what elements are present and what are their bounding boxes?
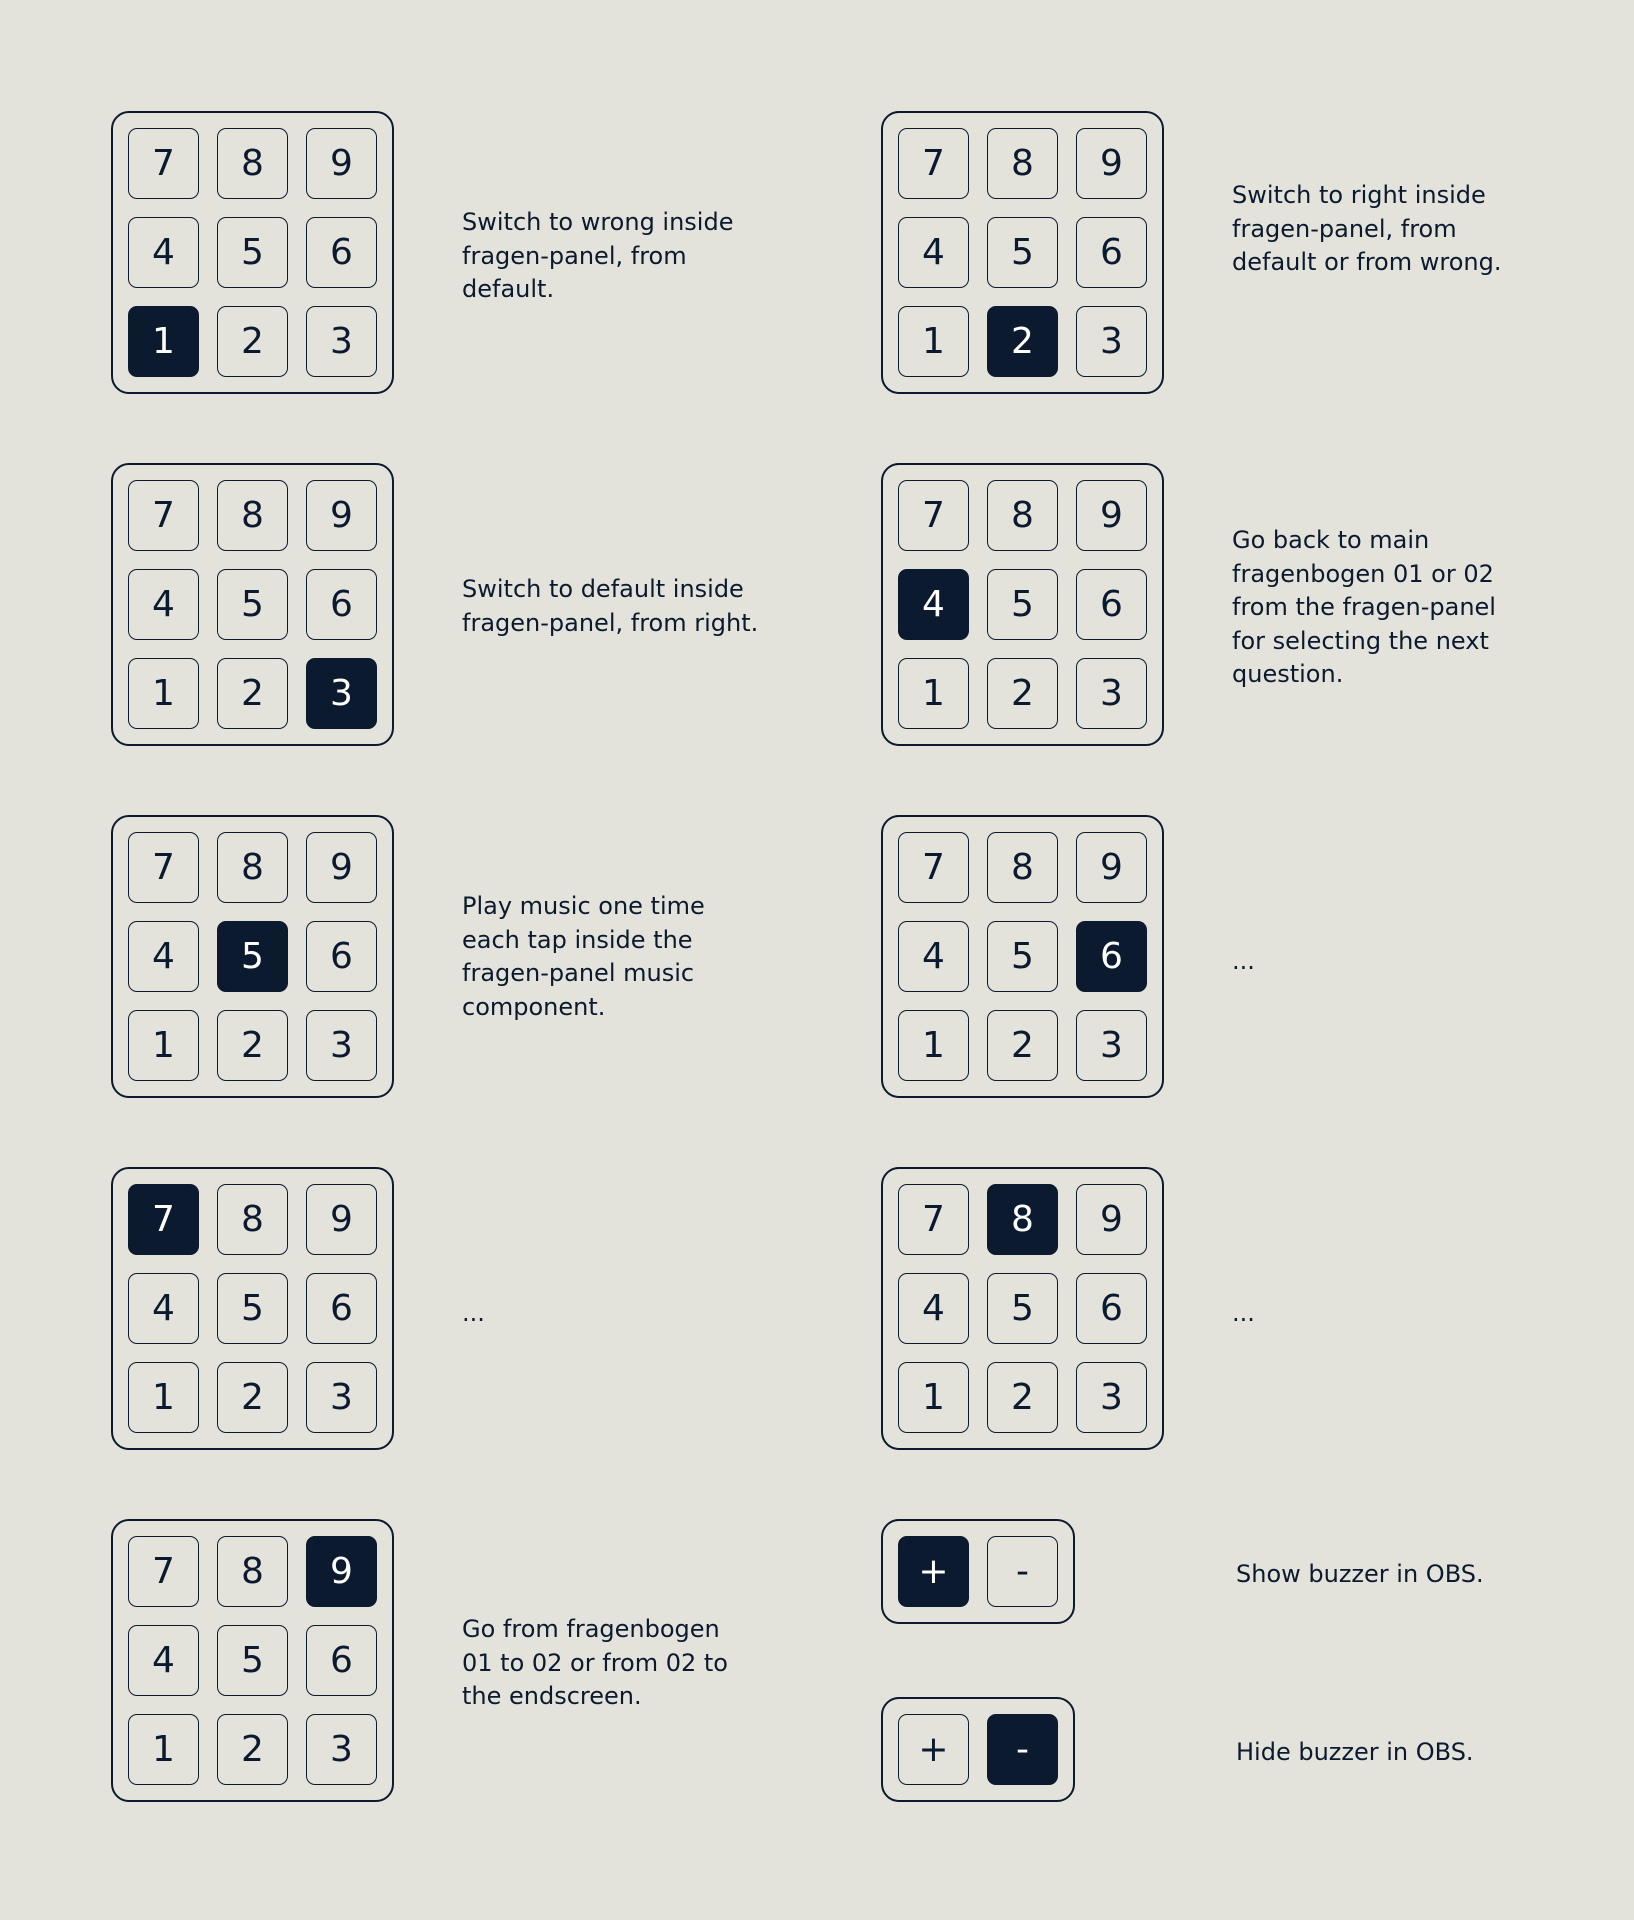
numpad-key-6[interactable]: 6 (1076, 921, 1147, 992)
key-description: ... (462, 1299, 485, 1327)
numpad-key-1[interactable]: 1 (128, 658, 199, 729)
numpad-key-3[interactable]: 3 (306, 1362, 377, 1433)
key-description: Go from fragenbogen 01 to 02 or from 02 to the endscreen. (462, 1615, 728, 1710)
numpad-key-2[interactable]: 2 (217, 1362, 288, 1433)
numpad-key-7[interactable]: 7 (898, 128, 969, 199)
numpad-key-9[interactable]: 9 (306, 1536, 377, 1607)
numpad-key-5[interactable]: 5 (217, 921, 288, 992)
key-description: Play music one time each tap inside the fragen-panel music component. (462, 892, 705, 1021)
numpad-key-9[interactable]: 9 (306, 1184, 377, 1255)
numpad-key-8[interactable]: 8 (987, 832, 1058, 903)
key-description: Switch to right inside fragen-panel, from default or from wrong. (1232, 181, 1502, 276)
numpad-key-1[interactable]: 1 (898, 1362, 969, 1433)
numpad-key-2[interactable]: 2 (217, 1010, 288, 1081)
numpad-key-8[interactable]: 8 (217, 832, 288, 903)
numpad-key-8[interactable]: 8 (217, 480, 288, 551)
numpad-key-7[interactable]: 7 (128, 832, 199, 903)
numpad-key-5[interactable]: 5 (217, 569, 288, 640)
numpad-key-3[interactable]: 3 (1076, 658, 1147, 729)
numpad-key-7[interactable]: 7 (898, 832, 969, 903)
numpad-key-4[interactable]: 4 (898, 921, 969, 992)
numpad-key-6[interactable]: 6 (1076, 1273, 1147, 1344)
numpad-key-4[interactable]: 4 (128, 217, 199, 288)
numpad-key-8[interactable]: 8 (217, 1184, 288, 1255)
numpad-key-2[interactable]: 2 (987, 306, 1058, 377)
numpad-key-1[interactable]: 1 (898, 1010, 969, 1081)
numpad-key-7[interactable]: 7 (898, 1184, 969, 1255)
key-description: Switch to default inside fragen-panel, from right. (462, 575, 759, 637)
numpad-key-5[interactable]: 5 (217, 1273, 288, 1344)
buzzer-plus-key[interactable]: + (898, 1714, 969, 1785)
numpad-key-4[interactable]: 4 (898, 217, 969, 288)
numpad-key-1[interactable]: 1 (128, 1714, 199, 1785)
numpad-key-9[interactable]: 9 (306, 832, 377, 903)
numpad-key-5[interactable]: 5 (217, 217, 288, 288)
numpad-key-2[interactable]: 2 (217, 1714, 288, 1785)
numpad-key-9[interactable]: 9 (306, 480, 377, 551)
numpad-key-5[interactable]: 5 (987, 217, 1058, 288)
numpad-key-2[interactable]: 2 (217, 306, 288, 377)
numpad-key-2[interactable]: 2 (987, 1010, 1058, 1081)
numpad-key-1[interactable]: 1 (898, 306, 969, 377)
numpad-key-1[interactable]: 1 (898, 658, 969, 729)
key-description: Hide buzzer in OBS. (1236, 1738, 1474, 1766)
numpad-key-3[interactable]: 3 (306, 658, 377, 729)
numpad-key-3[interactable]: 3 (1076, 1010, 1147, 1081)
key-description: ... (1232, 947, 1255, 975)
numpad-key-7[interactable]: 7 (128, 128, 199, 199)
numpad-key-7[interactable]: 7 (128, 480, 199, 551)
numpad-key-4[interactable]: 4 (128, 569, 199, 640)
numpad-key-7[interactable]: 7 (128, 1184, 199, 1255)
numpad-key-1[interactable]: 1 (128, 1362, 199, 1433)
key-description: Show buzzer in OBS. (1236, 1560, 1484, 1588)
numpad-key-9[interactable]: 9 (1076, 480, 1147, 551)
numpad-key-8[interactable]: 8 (217, 128, 288, 199)
numpad-key-3[interactable]: 3 (306, 1010, 377, 1081)
numpad-key-9[interactable]: 9 (306, 128, 377, 199)
numpad-key-5[interactable]: 5 (987, 921, 1058, 992)
numpad-key-4[interactable]: 4 (128, 921, 199, 992)
numpad-key-7[interactable]: 7 (898, 480, 969, 551)
numpad-key-2[interactable]: 2 (217, 658, 288, 729)
key-description: Go back to main fragenbogen 01 or 02 from the fragen-panel for selecting the next question. (1232, 526, 1496, 688)
numpad-key-6[interactable]: 6 (306, 1625, 377, 1696)
numpad-key-4[interactable]: 4 (898, 569, 969, 640)
numpad-key-9[interactable]: 9 (1076, 832, 1147, 903)
numpad-key-6[interactable]: 6 (1076, 569, 1147, 640)
numpad-key-2[interactable]: 2 (987, 658, 1058, 729)
numpad-key-3[interactable]: 3 (1076, 1362, 1147, 1433)
numpad-key-4[interactable]: 4 (128, 1625, 199, 1696)
buzzer-plus-key[interactable]: + (898, 1536, 969, 1607)
numpad-key-3[interactable]: 3 (306, 306, 377, 377)
numpad-key-6[interactable]: 6 (306, 1273, 377, 1344)
numpad-key-3[interactable]: 3 (306, 1714, 377, 1785)
buzzer-minus-key[interactable]: - (987, 1714, 1058, 1785)
numpad-key-1[interactable]: 1 (128, 306, 199, 377)
key-description: Switch to wrong inside fragen-panel, from default. (462, 208, 734, 303)
numpad-key-8[interactable]: 8 (987, 128, 1058, 199)
numpad-key-9[interactable]: 9 (1076, 128, 1147, 199)
numpad-key-8[interactable]: 8 (987, 480, 1058, 551)
numpad-key-4[interactable]: 4 (128, 1273, 199, 1344)
buzzer-minus-key[interactable]: - (987, 1536, 1058, 1607)
numpad-key-1[interactable]: 1 (128, 1010, 199, 1081)
numpad-key-2[interactable]: 2 (987, 1362, 1058, 1433)
numpad-key-5[interactable]: 5 (217, 1625, 288, 1696)
numpad-key-8[interactable]: 8 (987, 1184, 1058, 1255)
numpad-key-4[interactable]: 4 (898, 1273, 969, 1344)
numpad-key-6[interactable]: 6 (306, 921, 377, 992)
numpad-key-8[interactable]: 8 (217, 1536, 288, 1607)
numpad-key-6[interactable]: 6 (306, 569, 377, 640)
numpad-key-5[interactable]: 5 (987, 569, 1058, 640)
numpad-key-6[interactable]: 6 (306, 217, 377, 288)
numpad-key-5[interactable]: 5 (987, 1273, 1058, 1344)
numpad-key-3[interactable]: 3 (1076, 306, 1147, 377)
numpad-key-6[interactable]: 6 (1076, 217, 1147, 288)
key-description: ... (1232, 1299, 1255, 1327)
numpad-key-7[interactable]: 7 (128, 1536, 199, 1607)
numpad-key-9[interactable]: 9 (1076, 1184, 1147, 1255)
